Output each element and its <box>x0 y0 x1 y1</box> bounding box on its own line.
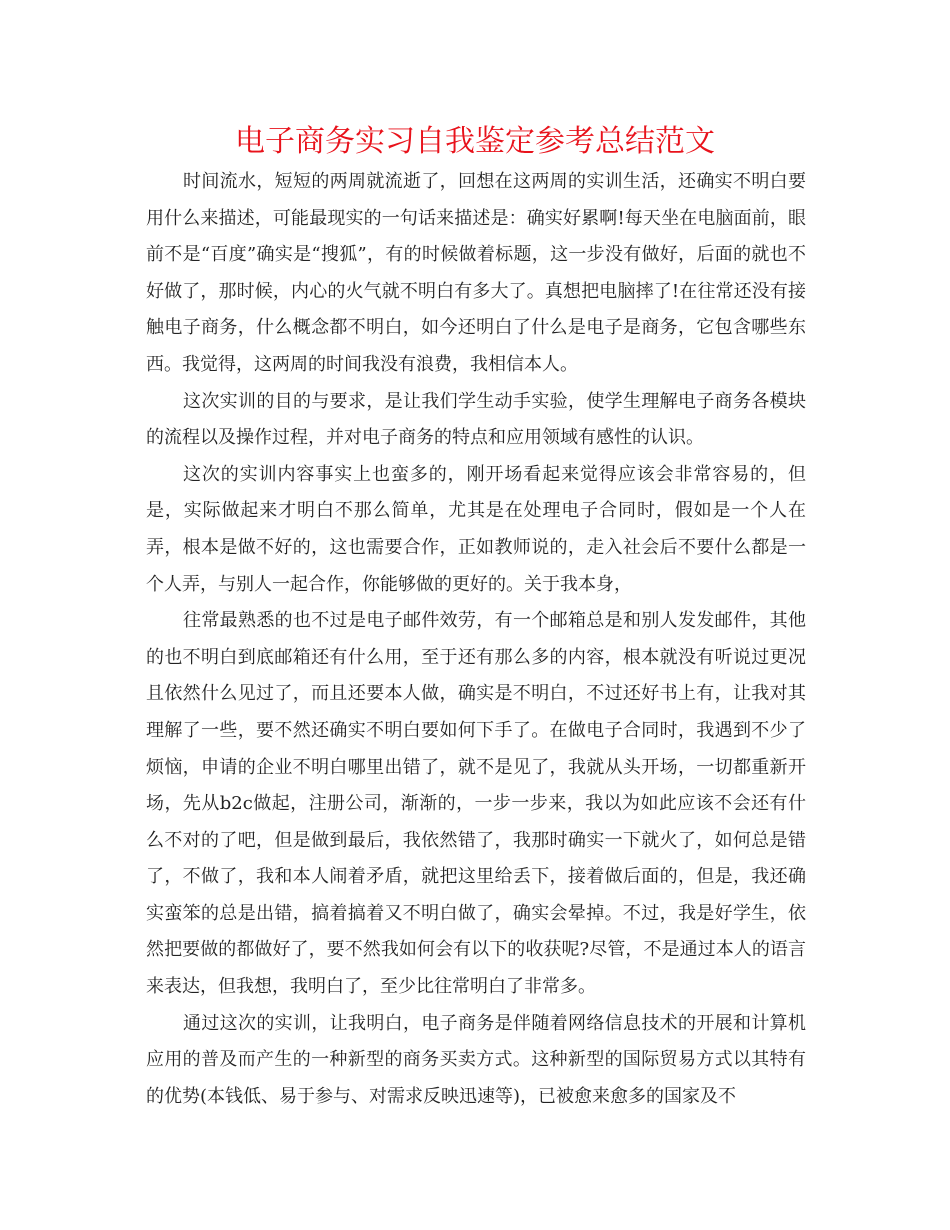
paragraph-4: 往常最熟悉的也不过是电子邮件效劳，有一个邮箱总是和别人发发邮件，其他的也不明白到底邮箱还有什么用，至于还有那么多的内容，根本就没有听说过更况且依然什么见过了，而且还要本人做，确实是不明白，不过还好书上有，让我对其理解了一些，要不然还确实不明白要如何下手了。在做电子合同时，我遇到不少了烦恼，申请的企业不明白哪里出错了，就不是见了，我就从头开场，一切都重新开场，先从b2c做起，注册公司，渐渐的，一步一步来，我以为如此应该不会还有什么不对的了吧，但是做到最后，我依然错了，我那时确实一下就火了，如何总是错了，不做了，我和本人闹着矛盾，就把这里给丢下，接着做后面的，但是，我还确实蛮笨的总是出错，搞着搞着又不明白做了，确实会晕掉。不过，我是好学生，依然把要做的都做好了，要不然我如何会有以下的收获呢?尽管，不是通过本人的语言来表达，但我想，我明白了，至少比往常明白了非常多。 <box>146 610 806 998</box>
paragraph-5: 通过这次的实训，让我明白，电子商务是伴随着网络信息技术的开展和计算机应用的普及而产生的一种新型的商务买卖方式。这种新型的国际贸易方式以其特有的优势(本钱低、易于参与、对需求反映迅速等)，已被愈来愈多的国家及不 <box>146 1012 806 1107</box>
paragraph-2: 这次实训的目的与要求，是让我们学生动手实验，使学生理解电子商务各模块的流程以及操作过程，并对电子商务的特点和应用领域有感性的认识。 <box>146 390 806 449</box>
document-body <box>146 164 806 1115</box>
paragraph-3: 这次的实训内容事实上也蛮多的，刚开场看起来觉得应该会非常容易的，但是，实际做起来才明白不那么简单，尤其是在处理电子合同时，假如是一个人在弄，根本是做不好的，这也需要合作，正如教师说的，走入社会后不要什么都是一个人弄，与别人一起合作，你能够做的更好的。关于我本身， <box>146 463 806 595</box>
document-title: 电子商务实习自我鉴定参考总结范文 <box>235 124 715 159</box>
paragraph-1: 时间流水，短短的两周就流逝了，回想在这两周的实训生活，还确实不明白要用什么来描述，可能最现实的一句话来描述是：确实好累啊!每天坐在电脑面前，眼前不是“百度”确实是“搜狐”，有的时候做着标题，这一步没有做好，后面的就也不好做了，那时候，内心的火气就不明白有多大了。真想把电脑摔了!在往常还没有接触电子商务，什么概念都不明白，如今还明白了什么是电子是商务，它包含哪些东西。我觉得，这两周的时间我没有浪费，我相信本人。 <box>146 171 806 375</box>
